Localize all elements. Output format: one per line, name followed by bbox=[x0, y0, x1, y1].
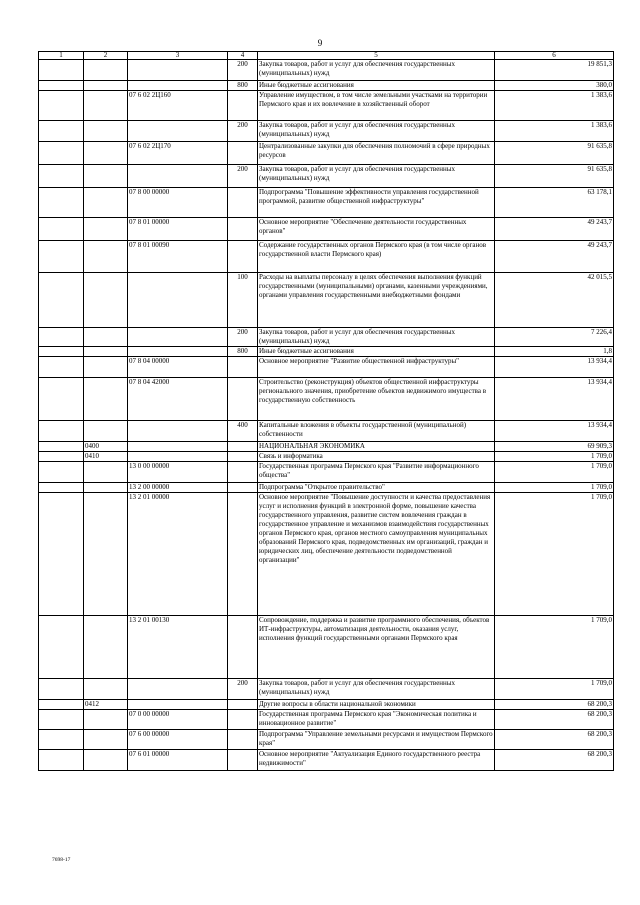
cell-c1 bbox=[39, 710, 84, 730]
cell-c6: 1 709,0 bbox=[495, 616, 614, 679]
cell-c2 bbox=[84, 165, 128, 188]
cell-c4 bbox=[228, 142, 258, 165]
cell-c2: 0400 bbox=[84, 442, 128, 452]
cell-c1 bbox=[39, 60, 84, 81]
table-row bbox=[39, 91, 614, 121]
cell-c6: 380,0 bbox=[495, 81, 614, 91]
table-row bbox=[39, 679, 614, 700]
table-row bbox=[39, 121, 614, 142]
cell-c4 bbox=[228, 241, 258, 273]
cell-c1 bbox=[39, 357, 84, 378]
cell-c5: Государственная программа Пермского края "Развитие информационного общества" bbox=[258, 462, 495, 483]
cell-c5: Расходы на выплаты персоналу в целях обеспечения выполнения функций государственными (муниципальными) органами, казенными учреждениями, органами управления государственными внебюджетными фондами bbox=[258, 273, 495, 328]
table-row bbox=[39, 750, 614, 771]
cell-c5: Закупка товаров, работ и услуг для обеспечения государственных (муниципальных) нужд bbox=[258, 328, 495, 347]
cell-c5: Основное мероприятие "Обеспечение деятельности государственных органов" bbox=[258, 218, 495, 241]
cell-c6: 1 383,6 bbox=[495, 121, 614, 142]
cell-c5: Другие вопросы в области национальной экономики bbox=[258, 700, 495, 710]
cell-c3: 07 8 04 42000 bbox=[128, 378, 228, 421]
cell-c4 bbox=[228, 710, 258, 730]
cell-c4 bbox=[228, 730, 258, 750]
cell-c6: 1 709,0 bbox=[495, 679, 614, 700]
footer-code: 7698-17 bbox=[52, 857, 71, 863]
cell-c2 bbox=[84, 421, 128, 442]
cell-c4: 200 bbox=[228, 60, 258, 81]
cell-c2 bbox=[84, 241, 128, 273]
cell-c1 bbox=[39, 241, 84, 273]
table-body bbox=[39, 60, 614, 771]
table-row bbox=[39, 218, 614, 241]
cell-c1 bbox=[39, 81, 84, 91]
cell-c5: Закупка товаров, работ и услуг для обеспечения государственных (муниципальных) нужд bbox=[258, 165, 495, 188]
cell-c1 bbox=[39, 378, 84, 421]
cell-c2 bbox=[84, 730, 128, 750]
table-row bbox=[39, 493, 614, 616]
cell-c3: 13 0 00 00000 bbox=[128, 462, 228, 483]
cell-c1 bbox=[39, 493, 84, 616]
cell-c6: 91 635,8 bbox=[495, 142, 614, 165]
cell-c1 bbox=[39, 483, 84, 493]
column-header: 2 bbox=[84, 52, 128, 60]
cell-c4: 200 bbox=[228, 121, 258, 142]
cell-c3 bbox=[128, 679, 228, 700]
cell-c5: Сопровождение, поддержка и развитие программного обеспечения, объектов ИТ-инфраструктуры, автоматизация деятельности, оказания услуг, исполнения функций государственными органами Пермского края bbox=[258, 616, 495, 679]
cell-c3: 07 8 01 00090 bbox=[128, 241, 228, 273]
column-header: 5 bbox=[258, 52, 495, 60]
cell-c3 bbox=[128, 452, 228, 462]
cell-c5: Централизованные закупки для обеспечения полномочий в сфере природных ресурсов bbox=[258, 142, 495, 165]
cell-c3: 13 2 00 00000 bbox=[128, 483, 228, 493]
table-row bbox=[39, 347, 614, 357]
cell-c5: Основное мероприятие "Актуализация Единого государственного реестра недвижимости" bbox=[258, 750, 495, 771]
cell-c2 bbox=[84, 710, 128, 730]
cell-c2 bbox=[84, 218, 128, 241]
cell-c5: Иные бюджетные ассигнования bbox=[258, 81, 495, 91]
cell-c4: 100 bbox=[228, 273, 258, 328]
cell-c4 bbox=[228, 442, 258, 452]
cell-c1 bbox=[39, 421, 84, 442]
cell-c3: 13 2 01 00000 bbox=[128, 493, 228, 616]
cell-c3 bbox=[128, 60, 228, 81]
cell-c5: Связь и информатика bbox=[258, 452, 495, 462]
table-row bbox=[39, 730, 614, 750]
cell-c5: Основное мероприятие "Повышение доступности и качества предоставления услуг и исполнения функций в электронной форме, повышение качества государственного управления, развитие систем вовлечения граждан в государственное управление и механизмов взаимодействия государственных органов Пермского края, органов местного самоуправления муниципальных образований Пермского края, подведомственных им организаций, граждан и юридических лиц, обеспечение деятельности подведомственной организации" bbox=[258, 493, 495, 616]
cell-c6: 68 200,3 bbox=[495, 730, 614, 750]
cell-c6: 7 226,4 bbox=[495, 328, 614, 347]
cell-c4: 800 bbox=[228, 81, 258, 91]
page-number: 9 bbox=[317, 38, 323, 48]
table-row bbox=[39, 81, 614, 91]
cell-c4 bbox=[228, 378, 258, 421]
cell-c3 bbox=[128, 81, 228, 91]
cell-c1 bbox=[39, 730, 84, 750]
cell-c1 bbox=[39, 165, 84, 188]
cell-c2 bbox=[84, 483, 128, 493]
cell-c5: Закупка товаров, работ и услуг для обеспечения государственных (муниципальных) нужд bbox=[258, 679, 495, 700]
cell-c4 bbox=[228, 218, 258, 241]
cell-c3: 07 8 04 00000 bbox=[128, 357, 228, 378]
cell-c2 bbox=[84, 273, 128, 328]
table-row bbox=[39, 421, 614, 442]
cell-c2 bbox=[84, 378, 128, 421]
cell-c1 bbox=[39, 679, 84, 700]
cell-c6: 68 200,3 bbox=[495, 700, 614, 710]
cell-c2 bbox=[84, 81, 128, 91]
cell-c2 bbox=[84, 91, 128, 121]
table-row bbox=[39, 328, 614, 347]
cell-c6: 91 635,8 bbox=[495, 165, 614, 188]
table-row bbox=[39, 165, 614, 188]
cell-c5: Подпрограмма "Повышение эффективности управления государственной программой, развитие общественной инфраструктуры" bbox=[258, 188, 495, 218]
cell-c3 bbox=[128, 347, 228, 357]
cell-c3 bbox=[128, 165, 228, 188]
cell-c6: 13 934,4 bbox=[495, 421, 614, 442]
cell-c2 bbox=[84, 188, 128, 218]
cell-c3: 07 6 02 2Ц170 bbox=[128, 142, 228, 165]
cell-c3 bbox=[128, 273, 228, 328]
cell-c4 bbox=[228, 357, 258, 378]
cell-c3: 07 8 00 00000 bbox=[128, 188, 228, 218]
cell-c5: Подпрограмма "Открытое правительство" bbox=[258, 483, 495, 493]
cell-c1 bbox=[39, 347, 84, 357]
cell-c2 bbox=[84, 616, 128, 679]
cell-c3: 07 0 00 00000 bbox=[128, 710, 228, 730]
cell-c4: 200 bbox=[228, 165, 258, 188]
cell-c1 bbox=[39, 188, 84, 218]
cell-c1 bbox=[39, 462, 84, 483]
cell-c3: 07 6 01 00000 bbox=[128, 750, 228, 771]
table-row bbox=[39, 483, 614, 493]
cell-c6: 13 934,4 bbox=[495, 357, 614, 378]
cell-c6: 1 709,0 bbox=[495, 452, 614, 462]
table-row bbox=[39, 462, 614, 483]
cell-c5: НАЦИОНАЛЬНАЯ ЭКОНОМИКА bbox=[258, 442, 495, 452]
column-header: 3 bbox=[128, 52, 228, 60]
cell-c3 bbox=[128, 328, 228, 347]
column-header: 6 bbox=[495, 52, 614, 60]
cell-c6: 68 200,3 bbox=[495, 710, 614, 730]
table-row bbox=[39, 616, 614, 679]
cell-c2 bbox=[84, 328, 128, 347]
cell-c3 bbox=[128, 121, 228, 142]
cell-c3 bbox=[128, 421, 228, 442]
cell-c6: 19 851,3 bbox=[495, 60, 614, 81]
cell-c5: Капитальные вложения в объекты государственной (муниципальной) собственности bbox=[258, 421, 495, 442]
table-row bbox=[39, 452, 614, 462]
cell-c5: Закупка товаров, работ и услуг для обеспечения государственных (муниципальных) нужд bbox=[258, 60, 495, 81]
cell-c2 bbox=[84, 347, 128, 357]
table-header-row bbox=[39, 52, 614, 60]
column-header: 4 bbox=[228, 52, 258, 60]
cell-c5: Закупка товаров, работ и услуг для обеспечения государственных (муниципальных) нужд bbox=[258, 121, 495, 142]
cell-c1 bbox=[39, 328, 84, 347]
cell-c2 bbox=[84, 357, 128, 378]
cell-c2: 0412 bbox=[84, 700, 128, 710]
cell-c3 bbox=[128, 442, 228, 452]
cell-c4 bbox=[228, 188, 258, 218]
cell-c1 bbox=[39, 442, 84, 452]
cell-c6: 68 200,3 bbox=[495, 750, 614, 771]
table-row bbox=[39, 142, 614, 165]
cell-c1 bbox=[39, 750, 84, 771]
cell-c1 bbox=[39, 121, 84, 142]
cell-c2 bbox=[84, 750, 128, 771]
cell-c1 bbox=[39, 700, 84, 710]
cell-c5: Строительство (реконструкция) объектов общественной инфраструктуры регионального значения, приобретение объектов недвижимого имущества в государственную собственность bbox=[258, 378, 495, 421]
table-row bbox=[39, 188, 614, 218]
table-row bbox=[39, 700, 614, 710]
cell-c2 bbox=[84, 142, 128, 165]
cell-c5: Управление имуществом, в том числе земельными участками на территории Пермского края и их вовлечение в хозяйственный оборот bbox=[258, 91, 495, 121]
cell-c2 bbox=[84, 462, 128, 483]
cell-c1 bbox=[39, 273, 84, 328]
cell-c4 bbox=[228, 462, 258, 483]
cell-c4 bbox=[228, 700, 258, 710]
table-row bbox=[39, 60, 614, 81]
cell-c3: 07 8 01 00000 bbox=[128, 218, 228, 241]
column-header: 1 bbox=[39, 52, 84, 60]
cell-c1 bbox=[39, 218, 84, 241]
cell-c1 bbox=[39, 616, 84, 679]
cell-c6: 1 709,0 bbox=[495, 493, 614, 616]
cell-c4 bbox=[228, 493, 258, 616]
cell-c4 bbox=[228, 452, 258, 462]
cell-c4 bbox=[228, 616, 258, 679]
cell-c2: 0410 bbox=[84, 452, 128, 462]
cell-c2 bbox=[84, 121, 128, 142]
cell-c5: Основное мероприятие "Развитие общественной инфраструктуры" bbox=[258, 357, 495, 378]
cell-c4: 200 bbox=[228, 679, 258, 700]
cell-c1 bbox=[39, 142, 84, 165]
table-row bbox=[39, 710, 614, 730]
cell-c5: Государственная программа Пермского края "Экономическая политика и инновационное развитие" bbox=[258, 710, 495, 730]
cell-c3: 13 2 01 00130 bbox=[128, 616, 228, 679]
cell-c6: 1 709,0 bbox=[495, 483, 614, 493]
cell-c2 bbox=[84, 493, 128, 616]
table-row bbox=[39, 273, 614, 328]
cell-c4: 200 bbox=[228, 328, 258, 347]
table-row bbox=[39, 357, 614, 378]
cell-c6: 69 909,3 bbox=[495, 442, 614, 452]
budget-table bbox=[38, 51, 614, 771]
cell-c3: 07 6 00 00000 bbox=[128, 730, 228, 750]
cell-c1 bbox=[39, 91, 84, 121]
cell-c1 bbox=[39, 452, 84, 462]
cell-c3: 07 6 02 2Ц160 bbox=[128, 91, 228, 121]
cell-c6: 13 934,4 bbox=[495, 378, 614, 421]
cell-c6: 1 383,6 bbox=[495, 91, 614, 121]
cell-c5: Содержание государственных органов Пермского края (в том числе органов государственной власти Пермского края) bbox=[258, 241, 495, 273]
cell-c5: Подпрограмма "Управление земельными ресурсами и имуществом Пермского края" bbox=[258, 730, 495, 750]
cell-c6: 42 015,5 bbox=[495, 273, 614, 328]
table-row bbox=[39, 378, 614, 421]
cell-c6: 49 243,7 bbox=[495, 218, 614, 241]
table-row bbox=[39, 241, 614, 273]
cell-c4 bbox=[228, 483, 258, 493]
cell-c5: Иные бюджетные ассигнования bbox=[258, 347, 495, 357]
cell-c2 bbox=[84, 679, 128, 700]
table-row bbox=[39, 442, 614, 452]
cell-c6: 1 709,0 bbox=[495, 462, 614, 483]
cell-c6: 49 243,7 bbox=[495, 241, 614, 273]
cell-c4: 800 bbox=[228, 347, 258, 357]
cell-c3 bbox=[128, 700, 228, 710]
cell-c4 bbox=[228, 750, 258, 771]
cell-c6: 63 178,1 bbox=[495, 188, 614, 218]
cell-c4: 400 bbox=[228, 421, 258, 442]
cell-c2 bbox=[84, 60, 128, 81]
cell-c6: 1,8 bbox=[495, 347, 614, 357]
cell-c4 bbox=[228, 91, 258, 121]
